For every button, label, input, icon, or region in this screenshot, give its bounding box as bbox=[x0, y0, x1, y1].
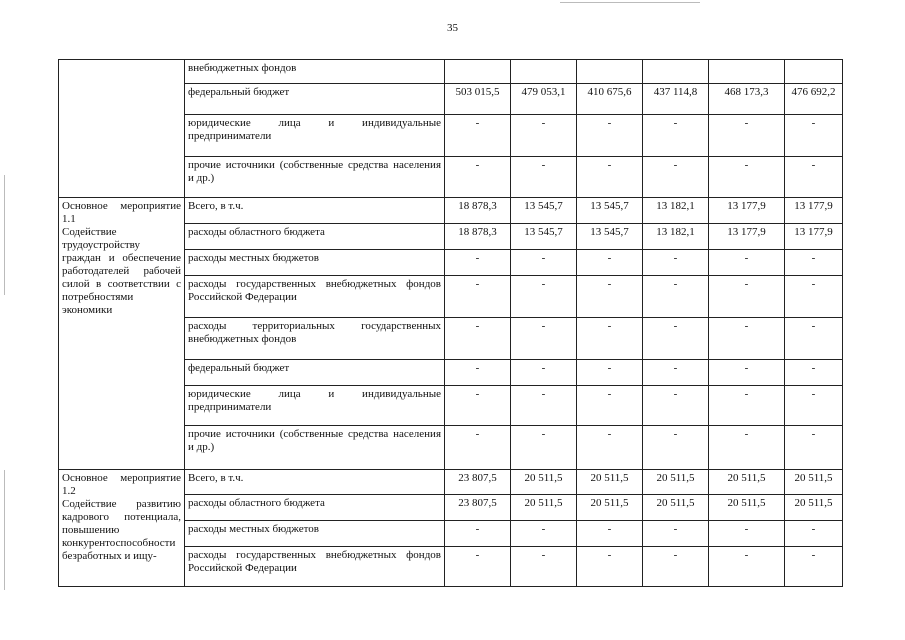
amount-cell: 20 511,5 bbox=[643, 495, 709, 521]
amount-cell: - bbox=[643, 521, 709, 547]
amount-cell: 13 177,9 bbox=[709, 198, 785, 224]
amount-cell: 18 878,3 bbox=[445, 198, 511, 224]
amount-cell: - bbox=[577, 115, 643, 157]
amount-cell bbox=[577, 60, 643, 84]
amount-cell: 13 545,7 bbox=[577, 224, 643, 250]
amount-cell: - bbox=[577, 157, 643, 198]
scan-artifact bbox=[4, 470, 5, 590]
amount-cell: - bbox=[709, 276, 785, 318]
amount-cell: - bbox=[785, 157, 843, 198]
amount-cell: - bbox=[577, 386, 643, 426]
amount-cell: - bbox=[511, 115, 577, 157]
amount-cell: 410 675,6 bbox=[577, 84, 643, 115]
amount-cell: - bbox=[445, 360, 511, 386]
amount-cell: - bbox=[445, 547, 511, 587]
table-row bbox=[59, 60, 843, 84]
amount-cell: - bbox=[785, 547, 843, 587]
amount-cell: 13 545,7 bbox=[577, 198, 643, 224]
amount-cell: 20 511,5 bbox=[709, 495, 785, 521]
amount-cell: 476 692,2 bbox=[785, 84, 843, 115]
amount-cell: - bbox=[643, 318, 709, 360]
page-number: 35 bbox=[447, 22, 458, 34]
funding-source: расходы территориальных государственных внебюджетных фондов bbox=[185, 318, 445, 360]
budget-table bbox=[58, 59, 843, 587]
amount-cell: 13 182,1 bbox=[643, 224, 709, 250]
amount-cell: 13 545,7 bbox=[511, 224, 577, 250]
amount-cell: 20 511,5 bbox=[577, 470, 643, 495]
amount-cell: - bbox=[785, 360, 843, 386]
amount-cell bbox=[709, 60, 785, 84]
amount-cell: - bbox=[511, 157, 577, 198]
amount-cell: - bbox=[445, 250, 511, 276]
table-row bbox=[59, 470, 843, 495]
amount-cell: - bbox=[577, 360, 643, 386]
funding-source: Всего, в т.ч. bbox=[185, 470, 445, 495]
funding-source: расходы местных бюджетов bbox=[185, 521, 445, 547]
amount-cell: - bbox=[709, 547, 785, 587]
amount-cell: - bbox=[577, 276, 643, 318]
scan-artifact bbox=[560, 2, 700, 3]
amount-cell: - bbox=[577, 426, 643, 470]
amount-cell bbox=[511, 60, 577, 84]
amount-cell: - bbox=[709, 426, 785, 470]
amount-cell: 13 177,9 bbox=[709, 224, 785, 250]
amount-cell: - bbox=[785, 426, 843, 470]
amount-cell: - bbox=[445, 157, 511, 198]
amount-cell: 20 511,5 bbox=[785, 470, 843, 495]
budget-table-body bbox=[59, 60, 843, 587]
amount-cell: - bbox=[643, 547, 709, 587]
amount-cell: - bbox=[643, 276, 709, 318]
amount-cell: 13 182,1 bbox=[643, 198, 709, 224]
amount-cell: 13 545,7 bbox=[511, 198, 577, 224]
amount-cell: - bbox=[643, 386, 709, 426]
funding-source: федеральный бюджет bbox=[185, 84, 445, 115]
amount-cell: 23 807,5 bbox=[445, 470, 511, 495]
amount-cell: - bbox=[709, 250, 785, 276]
amount-cell: - bbox=[785, 521, 843, 547]
amount-cell: - bbox=[643, 426, 709, 470]
amount-cell: 20 511,5 bbox=[511, 470, 577, 495]
amount-cell: - bbox=[511, 386, 577, 426]
activity-description: Содействие развитию кадрового потенциала, повышению конкурентоспособности безработных и ищу- bbox=[62, 498, 181, 562]
funding-source: расходы государственных внебюджетных фондов Российской Федерации bbox=[185, 547, 445, 587]
amount-cell: - bbox=[709, 521, 785, 547]
funding-source: юридические лица и индивидуальные предприниматели bbox=[185, 386, 445, 426]
amount-cell: - bbox=[577, 547, 643, 587]
amount-cell: - bbox=[445, 318, 511, 360]
amount-cell: 20 511,5 bbox=[643, 470, 709, 495]
amount-cell: 13 177,9 bbox=[785, 224, 843, 250]
amount-cell: 437 114,8 bbox=[643, 84, 709, 115]
amount-cell: - bbox=[445, 115, 511, 157]
amount-cell: 18 878,3 bbox=[445, 224, 511, 250]
amount-cell bbox=[785, 60, 843, 84]
amount-cell: 23 807,5 bbox=[445, 495, 511, 521]
amount-cell: 20 511,5 bbox=[709, 470, 785, 495]
activity-description: Содействие трудоустройству граждан и обеспечение работодателей рабочей силой в соответствии с потребностями экономики bbox=[62, 226, 181, 316]
activity-heading: Основное мероприятие 1.1 bbox=[62, 200, 181, 225]
funding-source: федеральный бюджет bbox=[185, 360, 445, 386]
amount-cell: - bbox=[445, 386, 511, 426]
amount-cell: 20 511,5 bbox=[577, 495, 643, 521]
amount-cell: - bbox=[511, 250, 577, 276]
funding-source: прочие источники (собственные средства населения и др.) bbox=[185, 157, 445, 198]
amount-cell: - bbox=[445, 426, 511, 470]
amount-cell: - bbox=[511, 521, 577, 547]
amount-cell: - bbox=[577, 318, 643, 360]
activity-heading: Основное мероприятие 1.2 bbox=[62, 472, 181, 497]
amount-cell: - bbox=[709, 157, 785, 198]
funding-source: внебюджетных фондов bbox=[185, 60, 445, 84]
amount-cell: - bbox=[709, 386, 785, 426]
funding-source: юридические лица и индивидуальные предприниматели bbox=[185, 115, 445, 157]
amount-cell: - bbox=[445, 276, 511, 318]
amount-cell: - bbox=[643, 157, 709, 198]
amount-cell: - bbox=[445, 521, 511, 547]
amount-cell: - bbox=[577, 521, 643, 547]
amount-cell: - bbox=[785, 250, 843, 276]
amount-cell bbox=[643, 60, 709, 84]
amount-cell: - bbox=[709, 360, 785, 386]
amount-cell: 468 173,3 bbox=[709, 84, 785, 115]
amount-cell: - bbox=[511, 318, 577, 360]
funding-source: Всего, в т.ч. bbox=[185, 198, 445, 224]
amount-cell: - bbox=[577, 250, 643, 276]
amount-cell: - bbox=[511, 547, 577, 587]
activity-cell bbox=[59, 60, 185, 198]
amount-cell: - bbox=[785, 115, 843, 157]
amount-cell: - bbox=[643, 250, 709, 276]
amount-cell: - bbox=[643, 115, 709, 157]
amount-cell: - bbox=[643, 360, 709, 386]
amount-cell: - bbox=[785, 386, 843, 426]
funding-source: расходы областного бюджета bbox=[185, 224, 445, 250]
amount-cell: 20 511,5 bbox=[785, 495, 843, 521]
amount-cell: - bbox=[785, 318, 843, 360]
activity-cell bbox=[59, 198, 185, 470]
amount-cell: 20 511,5 bbox=[511, 495, 577, 521]
funding-source: расходы государственных внебюджетных фондов Российской Федерации bbox=[185, 276, 445, 318]
table-row bbox=[59, 198, 843, 224]
amount-cell: - bbox=[709, 115, 785, 157]
funding-source: прочие источники (собственные средства населения и др.) bbox=[185, 426, 445, 470]
scan-artifact bbox=[4, 175, 5, 295]
funding-source: расходы местных бюджетов bbox=[185, 250, 445, 276]
amount-cell: - bbox=[511, 360, 577, 386]
amount-cell: - bbox=[785, 276, 843, 318]
amount-cell: - bbox=[511, 276, 577, 318]
amount-cell: - bbox=[511, 426, 577, 470]
amount-cell: - bbox=[709, 318, 785, 360]
amount-cell: 479 053,1 bbox=[511, 84, 577, 115]
funding-source: расходы областного бюджета bbox=[185, 495, 445, 521]
amount-cell bbox=[445, 60, 511, 84]
amount-cell: 503 015,5 bbox=[445, 84, 511, 115]
activity-cell bbox=[59, 470, 185, 587]
amount-cell: 13 177,9 bbox=[785, 198, 843, 224]
